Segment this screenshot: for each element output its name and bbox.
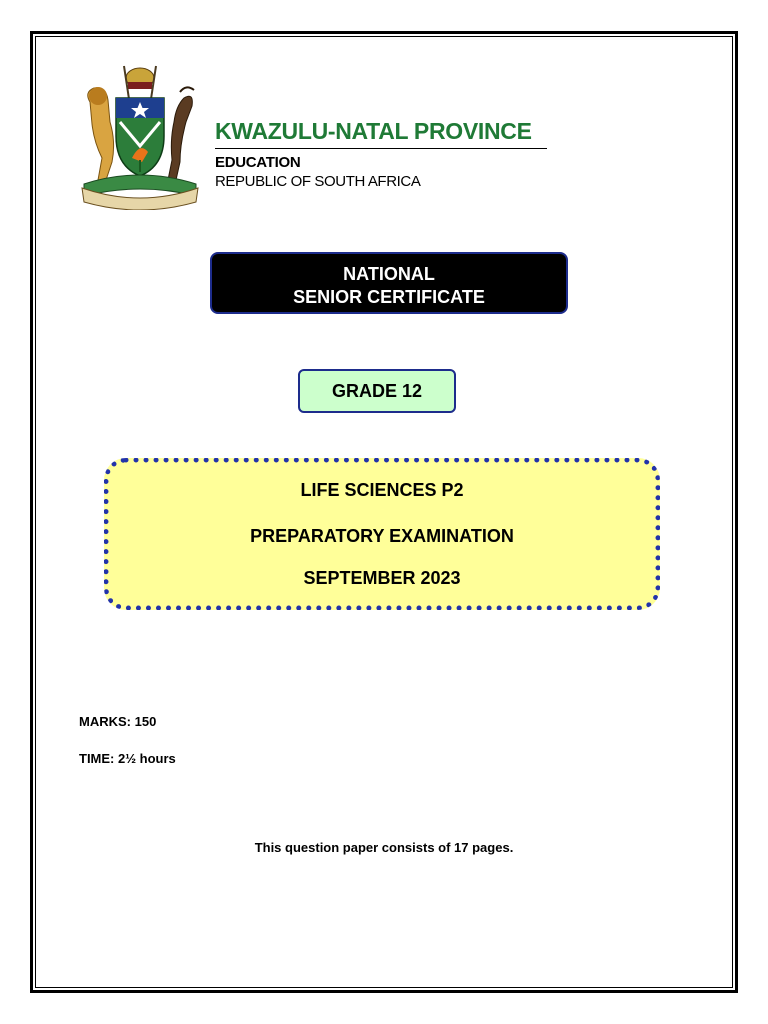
exam-date: SEPTEMBER 2023 [303,568,461,588]
subject-title: LIFE SCIENCES P2 [300,480,464,500]
header-divider [215,148,547,149]
subject-panel [104,458,660,610]
country-name: REPUBLIC OF SOUTH AFRICA [215,173,421,190]
time-allowed: TIME: 2½ hours [79,751,176,766]
marks-total: MARKS: 150 [79,714,157,729]
province-title: KWAZULU-NATAL PROVINCE [215,118,532,144]
kzn-coat-of-arms-icon [76,62,204,210]
exam-type: PREPARATORY EXAMINATION [250,526,514,546]
department-name: EDUCATION [215,154,301,171]
grade-badge: GRADE 12 [298,369,456,413]
certificate-line-2: SENIOR CERTIFICATE [293,287,485,307]
page-count-note: This question paper consists of 17 pages. [254,840,514,855]
certificate-banner [210,252,568,314]
certificate-line-1: NATIONAL [343,264,435,284]
